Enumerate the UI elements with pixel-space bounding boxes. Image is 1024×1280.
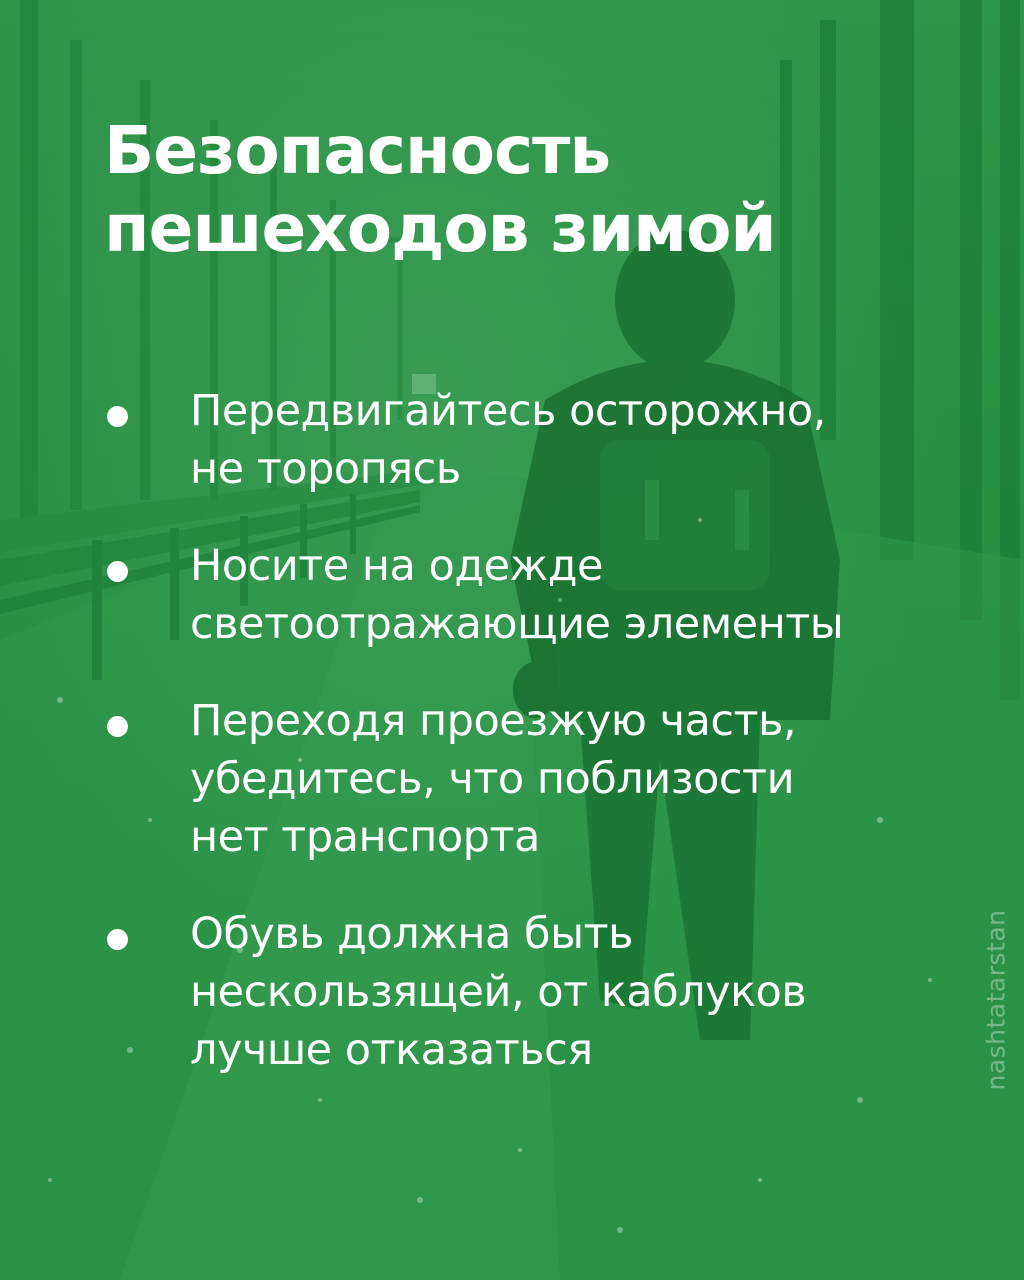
bullet-dot-icon [107, 929, 128, 950]
bullet-dot-icon [107, 561, 128, 582]
title-line-1: Безопасность [104, 112, 611, 189]
list-item [104, 692, 964, 866]
tip-text-line: убедитесь, что поблизости [190, 754, 795, 804]
tip-text-line: светоотражающие элементы [190, 599, 844, 649]
title-line-2: пешеходов зимой [104, 190, 776, 267]
tip-text-line: нескользящей, от каблуков [190, 967, 807, 1017]
tip-text-line: Передвигайтесь осторожно, [190, 386, 826, 436]
tip-text-line: Переходя проезжую часть, [190, 696, 797, 746]
tip-text-line: нет транспорта [190, 812, 540, 862]
safety-tips-list [104, 382, 964, 1118]
tip-text-line: Носите на одежде [190, 541, 603, 591]
bullet-dot-icon [107, 406, 128, 427]
tip-text-line: лучше отказаться [190, 1025, 593, 1075]
tip-text-line: Обувь должна быть [190, 909, 633, 959]
tip-text-line: не торопясь [190, 444, 461, 494]
bullet-dot-icon [107, 716, 128, 737]
list-item [104, 537, 964, 653]
page-title [104, 112, 776, 268]
watermark-text: nashtatarstan [981, 909, 1011, 1091]
list-item [104, 905, 964, 1079]
list-item [104, 382, 964, 498]
